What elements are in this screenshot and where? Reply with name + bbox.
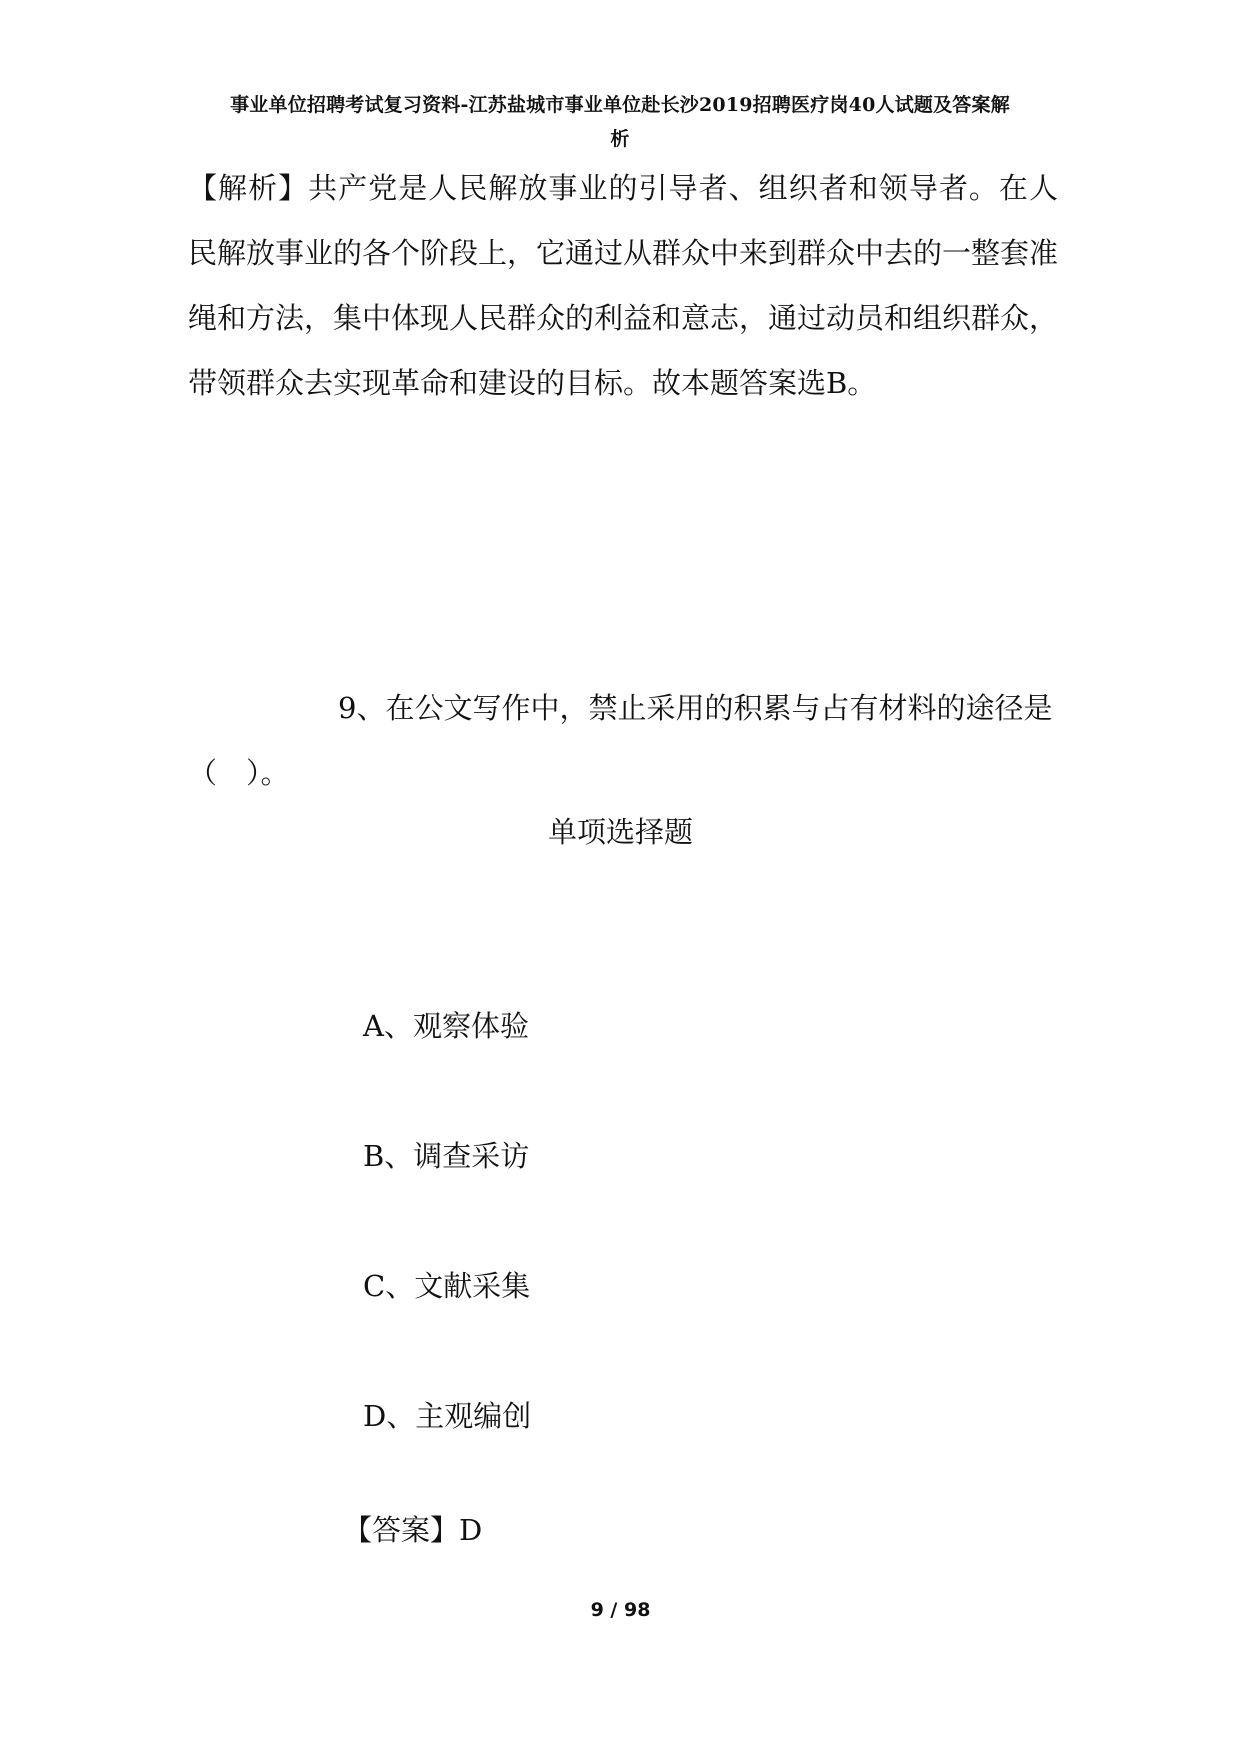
answer-line: 【答案】D xyxy=(343,1513,483,1547)
analysis-label: 【解析】 xyxy=(188,171,309,205)
option-b: B、调查采访 xyxy=(363,1139,530,1173)
analysis-paragraph xyxy=(188,156,1058,416)
document-header xyxy=(180,88,1060,156)
option-a: A、观察体验 xyxy=(363,1009,529,1043)
question-stem: 9、在公文写作中，禁止采用的积累与占有材料的途径是（ ）。 xyxy=(188,691,1053,790)
header-title-line-1: 事业单位招聘考试复习资料-江苏盐城市事业单位赴长沙2019招聘医疗岗40人试题及答案解 xyxy=(230,94,1010,116)
page-number: 9 / 98 xyxy=(590,1599,651,1621)
analysis-text: 共产党是人民解放事业的引导者、组织者和领导者。在人民解放事业的各个阶段上，它通过从群众中来到群众中去的一整套准绳和方法，集中体现人民群众的利益和意志，通过动员和组织群众，带领群众去实现革命和建设的目标。故本题答案选B。 xyxy=(188,171,1059,400)
header-title-line-2: 析 xyxy=(610,128,630,150)
question-type: 单项选择题 xyxy=(547,815,693,849)
option-c: C、文献采集 xyxy=(363,1269,531,1303)
option-d: D、主观编创 xyxy=(363,1399,532,1433)
